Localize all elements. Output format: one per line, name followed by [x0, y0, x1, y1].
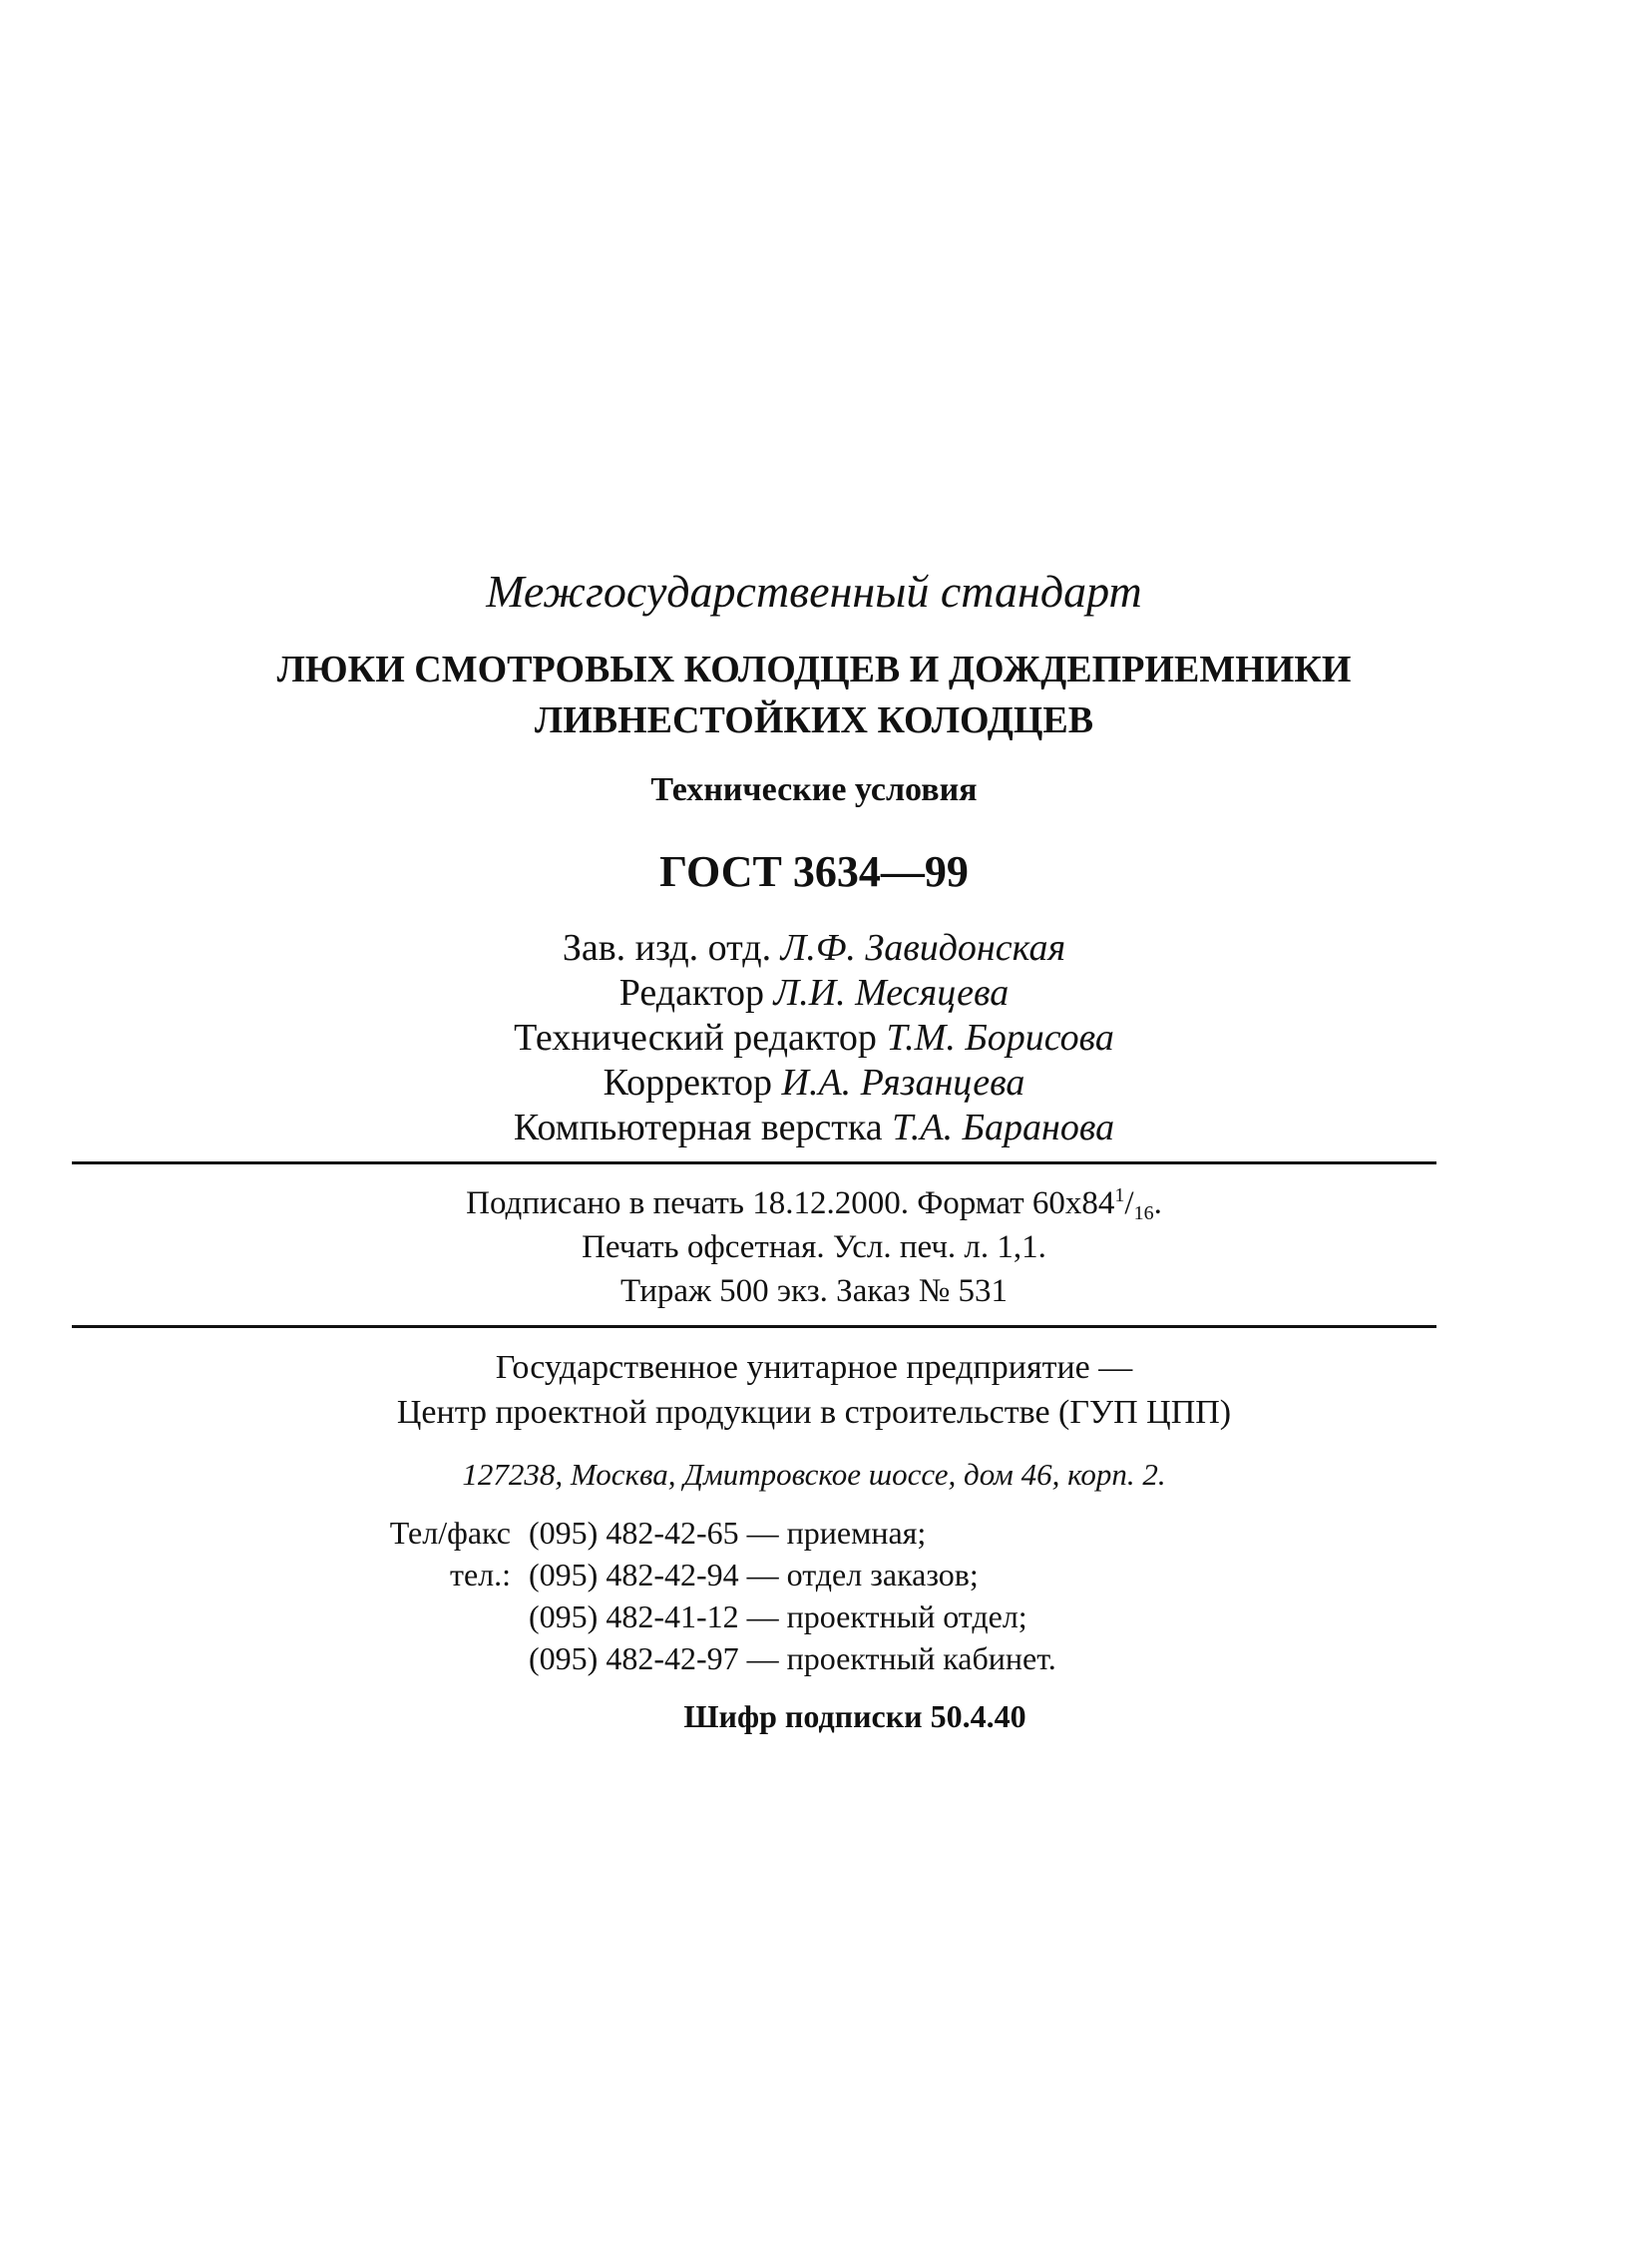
format-denominator: 16 — [1133, 1202, 1154, 1224]
contact-label: Тел/факс — [389, 1515, 511, 1551]
print-method-line: Печать офсетная. Усл. печ. л. 1,1. — [582, 1229, 1046, 1265]
contact-row — [0, 1515, 1628, 1557]
credit-row — [0, 926, 1628, 971]
contact-row — [0, 1598, 1628, 1640]
contact-list — [0, 1515, 1628, 1682]
contact-phone: (095) 482-41-12 — проектный отдел; — [529, 1598, 1027, 1634]
contact-row — [0, 1557, 1628, 1598]
contact-row — [0, 1640, 1628, 1682]
document-subtitle: Технические условия — [650, 771, 978, 808]
contact-phone: (095) 482-42-94 — отдел заказов; — [529, 1557, 979, 1592]
print-signed-line — [0, 1181, 1628, 1225]
credit-role: Корректор — [603, 1062, 773, 1104]
editorial-credits — [0, 926, 1628, 1150]
print-details — [0, 1181, 1628, 1313]
print-run-line: Тираж 500 экз. Заказ № 531 — [619, 1273, 1009, 1309]
contact-phone: (095) 482-42-65 — приемная; — [529, 1515, 927, 1551]
credit-role: Редактор — [618, 972, 764, 1014]
publisher-address: 127238, Москва, Дмитровское шоссе, дом 46, корп. 2. — [462, 1457, 1166, 1492]
credit-row — [0, 1106, 1628, 1150]
credit-name: Т.А. Баранова — [892, 1107, 1115, 1148]
publisher-line-2: Центр проектной продукции в строительстве (ГУП ЦПП) — [396, 1394, 1232, 1431]
document-title-line-1: ЛЮКИ СМОТРОВЫХ КОЛОДЦЕВ И ДОЖДЕПРИЕМНИКИ — [276, 649, 1352, 690]
credit-name: Л.Ф. Завидонская — [780, 927, 1066, 969]
credit-role: Технический редактор — [514, 1017, 877, 1059]
format-period: . — [1153, 1185, 1162, 1221]
contact-label: тел.: — [449, 1557, 511, 1592]
credit-role: Компьютерная верстка — [513, 1107, 883, 1148]
credit-row — [0, 971, 1628, 1016]
publisher-block — [0, 1345, 1628, 1435]
format-fraction — [1114, 1184, 1162, 1224]
credit-name: Л.И. Месяцева — [773, 972, 1010, 1014]
publisher-line-1: Государственное унитарное предприятие — — [495, 1349, 1133, 1386]
credit-name: Т.М. Борисова — [886, 1017, 1114, 1059]
standard-series-label: Межгосударственный стандарт — [486, 566, 1142, 617]
divider-bottom — [72, 1325, 1436, 1328]
divider-top — [72, 1161, 1436, 1164]
format-numerator: 1 — [1114, 1184, 1125, 1206]
print-signed-text: Подписано в печать 18.12.2000. Формат 60x84 — [466, 1185, 1115, 1221]
standard-designation: ГОСТ 3634—99 — [659, 847, 969, 896]
credit-row — [0, 1061, 1628, 1106]
subscription-code: Шифр подписки 50.4.40 — [683, 1698, 1026, 1734]
format-slash: / — [1124, 1185, 1134, 1221]
document-title-line-2: ЛИВНЕСТОЙКИХ КОЛОДЦЕВ — [534, 699, 1094, 741]
credit-role: Зав. изд. отд. — [562, 927, 772, 969]
credit-name: И.А. Рязанцева — [781, 1062, 1025, 1104]
credit-row — [0, 1016, 1628, 1061]
contact-phone: (095) 482-42-97 — проектный кабинет. — [529, 1640, 1056, 1676]
